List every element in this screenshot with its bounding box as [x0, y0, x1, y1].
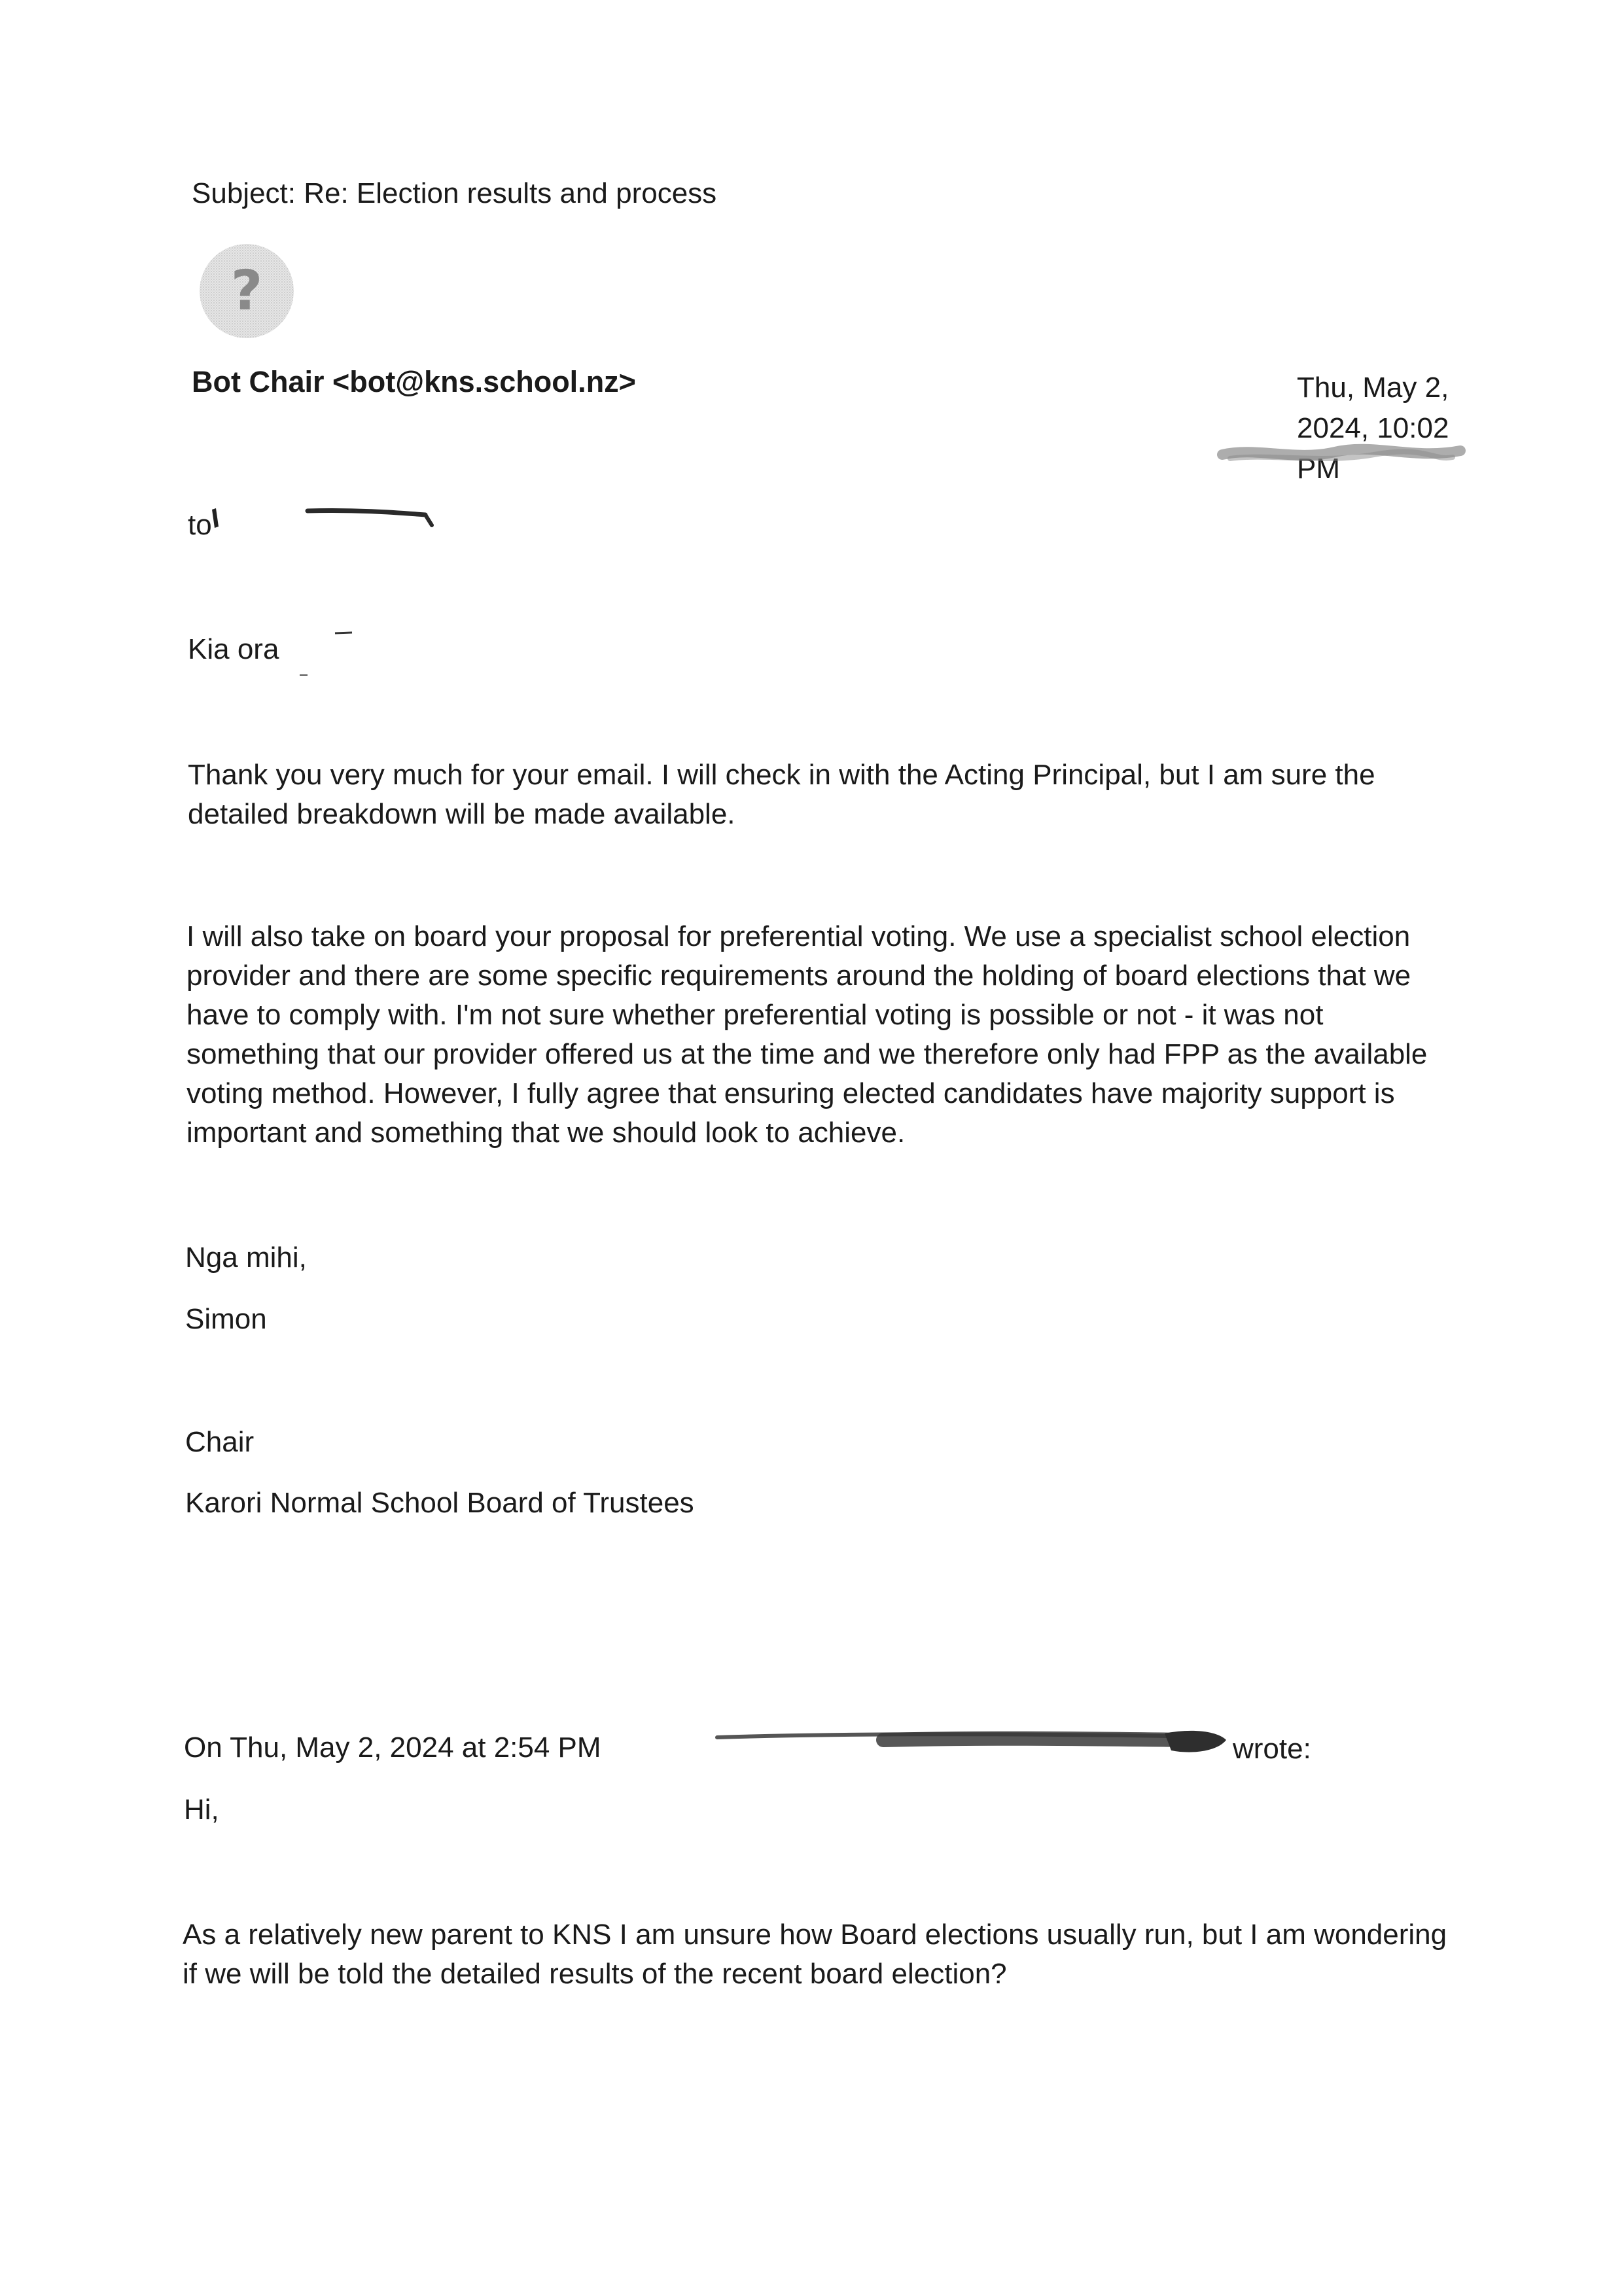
body-paragraph: Thank you very much for your email. I will check in with the Acting Principal, but I am sure the detailed breakdown will be made available. [188, 759, 1375, 830]
quoted-greeting: Hi, [184, 1794, 219, 1826]
quoted-wrote: wrote: [1233, 1733, 1311, 1765]
quoted-header: On Thu, May 2, 2024 at 2:54 PM [184, 1731, 601, 1764]
quoted-body-paragraph: As a relatively new parent to KNS I am unsure how Board elections usually run, but I am wondering if we will be told the detailed results of the recent board election? [183, 1919, 1447, 1990]
redaction-scribble [1217, 435, 1466, 474]
email-date: Thu, May 2, 2024, 10:02 PM [1297, 372, 1449, 485]
recipient-label: to [188, 509, 212, 541]
redaction-scribble [294, 621, 366, 680]
redaction-scribble [713, 1714, 1230, 1773]
body-paragraph: I will also take on board your proposal for preferential voting. We use a specialist school election provider and there are some specific requirements around the holding of board elections that we have to comply with. I'm not sure whether preferential voting is possible or not - it was not something that our provider offered us at the time and we therefore only had FPP as the available voting method. However, I fully agree that ensuring elected candidates have majority support is important and something that we should look to achieve. [186, 920, 1428, 1149]
signature-organization: Karori Normal School Board of Trustees [185, 1487, 694, 1519]
redaction-scribble [209, 500, 458, 540]
signature-role: Chair [185, 1426, 255, 1458]
email-subject: Subject: Re: Election results and process [192, 177, 717, 209]
signoff: Nga mihi, [185, 1242, 307, 1274]
sender-name: Bot Chair <bot@kns.school.nz> [192, 365, 636, 398]
unknown-user-avatar-icon [198, 242, 296, 340]
signature-name: Simon [185, 1303, 267, 1335]
greeting: Kia ora [188, 633, 279, 665]
svg-text:?: ? [230, 258, 263, 322]
